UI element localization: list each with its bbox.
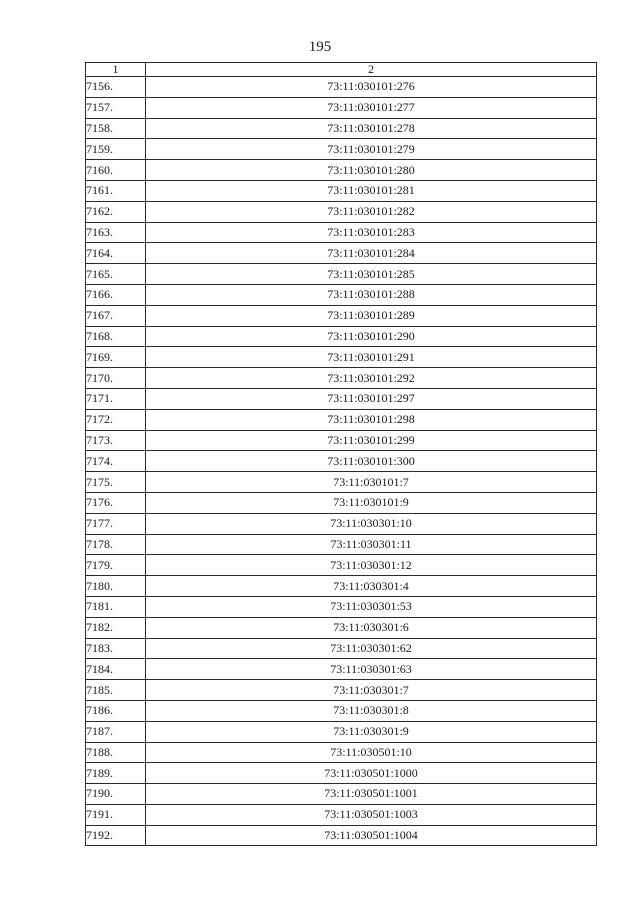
row-number: 7175.	[86, 472, 146, 493]
row-number: 7171.	[86, 388, 146, 409]
table-row	[86, 139, 597, 160]
row-number: 7162.	[86, 201, 146, 222]
cadastral-number: 73:11:030101:282	[146, 201, 597, 222]
row-number: 7159.	[86, 139, 146, 160]
row-number: 7163.	[86, 222, 146, 243]
row-number: 7192.	[86, 825, 146, 846]
cadastral-number: 73:11:030101:285	[146, 264, 597, 285]
row-number: 7161.	[86, 180, 146, 201]
table-row	[86, 513, 597, 534]
cadastral-number: 73:11:030101:289	[146, 305, 597, 326]
row-number: 7179.	[86, 555, 146, 576]
table-row	[86, 97, 597, 118]
table-row	[86, 222, 597, 243]
row-number: 7166.	[86, 284, 146, 305]
row-number: 7160.	[86, 160, 146, 181]
table-row	[86, 409, 597, 430]
cadastral-number: 73:11:030501:1000	[146, 763, 597, 784]
row-number: 7158.	[86, 118, 146, 139]
row-number: 7188.	[86, 742, 146, 763]
table-row	[86, 825, 597, 846]
table-row	[86, 243, 597, 264]
row-number: 7190.	[86, 784, 146, 805]
cadastral-number: 73:11:030301:53	[146, 596, 597, 617]
cadastral-number: 73:11:030301:4	[146, 576, 597, 597]
row-number: 7183.	[86, 638, 146, 659]
row-number: 7169.	[86, 347, 146, 368]
table-body	[86, 77, 597, 846]
row-number: 7185.	[86, 680, 146, 701]
table-row	[86, 118, 597, 139]
cadastral-number: 73:11:030301:8	[146, 700, 597, 721]
row-number: 7167.	[86, 305, 146, 326]
cadastral-number: 73:11:030101:300	[146, 451, 597, 472]
table-row	[86, 721, 597, 742]
page-number: 195	[308, 39, 332, 55]
cadastral-number: 73:11:030301:62	[146, 638, 597, 659]
cadastral-number: 73:11:030101:278	[146, 118, 597, 139]
cadastral-number: 73:11:030301:9	[146, 721, 597, 742]
cadastral-number: 73:11:030101:298	[146, 409, 597, 430]
row-number: 7187.	[86, 721, 146, 742]
table-row	[86, 326, 597, 347]
cadastral-number: 73:11:030101:281	[146, 180, 597, 201]
table-row	[86, 763, 597, 784]
cadastral-number: 73:11:030101:283	[146, 222, 597, 243]
cadastral-number: 73:11:030101:290	[146, 326, 597, 347]
row-number: 7177.	[86, 513, 146, 534]
table-row	[86, 347, 597, 368]
row-number: 7182.	[86, 617, 146, 638]
row-number: 7178.	[86, 534, 146, 555]
table-row	[86, 77, 597, 98]
cadastral-number: 73:11:030501:1003	[146, 804, 597, 825]
column-header-1: 1	[86, 63, 146, 77]
row-number: 7180.	[86, 576, 146, 597]
table-row	[86, 160, 597, 181]
row-number: 7170.	[86, 368, 146, 389]
table-row	[86, 555, 597, 576]
table-row	[86, 576, 597, 597]
cadastral-number: 73:11:030301:11	[146, 534, 597, 555]
row-number: 7184.	[86, 659, 146, 680]
table-row	[86, 742, 597, 763]
table-row	[86, 430, 597, 451]
table-row	[86, 804, 597, 825]
registry-table	[85, 62, 597, 846]
row-number: 7157.	[86, 97, 146, 118]
table-row	[86, 680, 597, 701]
row-number: 7191.	[86, 804, 146, 825]
cadastral-number: 73:11:030101:288	[146, 284, 597, 305]
table-row	[86, 264, 597, 285]
table-row	[86, 784, 597, 805]
table-row	[86, 368, 597, 389]
row-number: 7186.	[86, 700, 146, 721]
table-row	[86, 201, 597, 222]
table-header-row	[86, 63, 597, 77]
table-row	[86, 472, 597, 493]
cadastral-number: 73:11:030301:12	[146, 555, 597, 576]
row-number: 7181.	[86, 596, 146, 617]
cadastral-number: 73:11:030301:10	[146, 513, 597, 534]
cadastral-number: 73:11:030301:7	[146, 680, 597, 701]
table-row	[86, 659, 597, 680]
row-number: 7189.	[86, 763, 146, 784]
table-row	[86, 451, 597, 472]
table-row	[86, 180, 597, 201]
table-row	[86, 284, 597, 305]
cadastral-number: 73:11:030501:1004	[146, 825, 597, 846]
row-number: 7156.	[86, 77, 146, 98]
cadastral-number: 73:11:030101:299	[146, 430, 597, 451]
cadastral-number: 73:11:030101:9	[146, 492, 597, 513]
row-number: 7164.	[86, 243, 146, 264]
cadastral-number: 73:11:030101:284	[146, 243, 597, 264]
cadastral-number: 73:11:030101:280	[146, 160, 597, 181]
table-row	[86, 534, 597, 555]
row-number: 7168.	[86, 326, 146, 347]
cadastral-number: 73:11:030101:279	[146, 139, 597, 160]
column-header-2: 2	[146, 63, 597, 77]
table-row	[86, 700, 597, 721]
table-row	[86, 305, 597, 326]
table-row	[86, 388, 597, 409]
row-number: 7173.	[86, 430, 146, 451]
cadastral-number: 73:11:030101:7	[146, 472, 597, 493]
table-row	[86, 596, 597, 617]
row-number: 7174.	[86, 451, 146, 472]
cadastral-number: 73:11:030101:291	[146, 347, 597, 368]
table-row	[86, 492, 597, 513]
cadastral-number: 73:11:030101:292	[146, 368, 597, 389]
cadastral-number: 73:11:030501:1001	[146, 784, 597, 805]
row-number: 7165.	[86, 264, 146, 285]
table-row	[86, 617, 597, 638]
table-row	[86, 638, 597, 659]
row-number: 7172.	[86, 409, 146, 430]
row-number: 7176.	[86, 492, 146, 513]
cadastral-number: 73:11:030101:297	[146, 388, 597, 409]
cadastral-number: 73:11:030101:277	[146, 97, 597, 118]
cadastral-number: 73:11:030301:6	[146, 617, 597, 638]
cadastral-number: 73:11:030301:63	[146, 659, 597, 680]
cadastral-number: 73:11:030501:10	[146, 742, 597, 763]
cadastral-number: 73:11:030101:276	[146, 77, 597, 98]
